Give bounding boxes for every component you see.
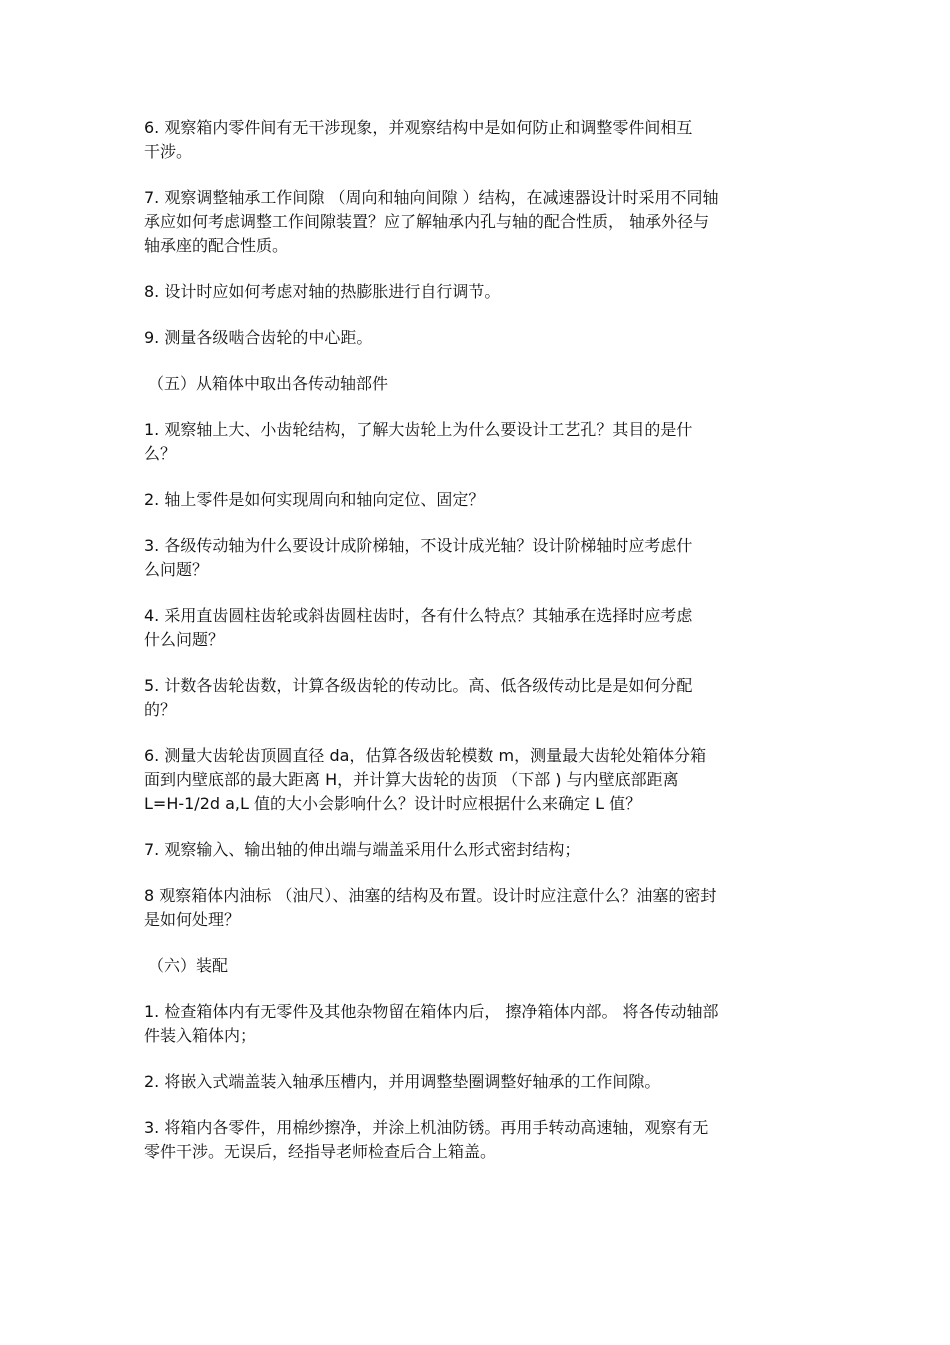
paragraph-4-spur-helical — [144, 604, 809, 652]
text-line: 件装入箱体内； — [144, 1026, 257, 1045]
paragraph-7-sealing — [144, 838, 809, 862]
text-line: 4. 采用直齿圆柱齿轮或斜齿圆柱齿时，各有什么特点？其轴承在选择时应考虑 — [144, 606, 693, 625]
text-line: 3. 将箱内各零件，用棉纱擦净，并涂上机油防锈。再用手转动高速轴，观察有无 — [144, 1118, 709, 1137]
text-line: 9. 测量各级啮合齿轮的中心距。 — [144, 328, 373, 347]
paragraph-5-gear-ratio — [144, 674, 809, 722]
text-line: 承应如何考虑调整工作间隙装置？应了解轴承内孔与轴的配合性质， 轴承外径与 — [144, 212, 710, 231]
paragraph-3-stepped-shaft — [144, 534, 809, 582]
text-line: 什么问题？ — [144, 630, 225, 649]
paragraph-7-bearing-clearance — [144, 186, 809, 258]
paragraph-6-measure-gear — [144, 744, 809, 816]
text-line: L=H-1/2d a,L 值的大小会影响什么？设计时应根据什么来确定 L 值？ — [144, 794, 642, 813]
text-line: 1. 观察轴上大、小齿轮结构，了解大齿轮上为什么要设计工艺孔？其目的是什 — [144, 420, 693, 439]
text-line: 么问题？ — [144, 560, 209, 579]
paragraph-1-clean-assemble — [144, 1000, 809, 1048]
text-line: 面到内壁底部的最大距离 H，并计算大齿轮的齿顶 （下部 ) 与内壁底部距离 — [144, 770, 679, 789]
document-body — [144, 116, 809, 1186]
text-line: 2. 将嵌入式端盖装入轴承压槽内，并用调整垫圈调整好轴承的工作间隙。 — [144, 1072, 661, 1091]
paragraph-2-positioning — [144, 488, 809, 512]
paragraph-3-final-check — [144, 1116, 809, 1164]
text-line: 是如何处理？ — [144, 910, 241, 929]
paragraph-8-thermal-expansion — [144, 280, 809, 304]
paragraph-2-end-cover — [144, 1070, 809, 1094]
paragraph-1-gear-structure — [144, 418, 809, 466]
text-line: 6. 测量大齿轮齿顶圆直径 da，估算各级齿轮模数 m，测量最大齿轮处箱体分箱 — [144, 746, 707, 765]
section-heading-5: （五）从箱体中取出各传动轴部件 — [148, 374, 389, 393]
text-line: 么？ — [144, 444, 177, 463]
text-line: 零件干涉。无误后，经指导老师检查后合上箱盖。 — [144, 1142, 497, 1161]
text-line: 1. 检查箱体内有无零件及其他杂物留在箱体内后， 擦净箱体内部。 将各传动轴部 — [144, 1002, 719, 1021]
paragraph-6-interference — [144, 116, 809, 164]
text-line: 干涉。 — [144, 142, 193, 161]
text-line: 7. 观察调整轴承工作间隙 （周向和轴向间隙 ）结构，在减速器设计时采用不同轴 — [144, 188, 719, 207]
text-line: 3. 各级传动轴为什么要设计成阶梯轴，不设计成光轴？设计阶梯轴时应考虑什 — [144, 536, 693, 555]
text-line: 8. 设计时应如何考虑对轴的热膨胀进行自行调节。 — [144, 282, 501, 301]
text-line: 8 观察箱体内油标 （油尺）、油塞的结构及布置。设计时应注意什么？油塞的密封 — [144, 886, 717, 905]
text-line: 5. 计数各齿轮齿数，计算各级齿轮的传动比。高、低各级传动比是是如何分配 — [144, 676, 693, 695]
text-line: 6. 观察箱内零件间有无干涉现象，并观察结构中是如何防止和调整零件间相互 — [144, 118, 693, 137]
text-line: 7. 观察输入、输出轴的伸出端与端盖采用什么形式密封结构； — [144, 840, 581, 859]
text-line: 的？ — [144, 700, 177, 719]
paragraph-8-oil-gauge — [144, 884, 809, 932]
text-line: 2. 轴上零件是如何实现周向和轴向定位、固定？ — [144, 490, 485, 509]
section-heading-6: （六）装配 — [148, 956, 229, 975]
paragraph-9-center-distance — [144, 326, 809, 350]
text-line: 轴承座的配合性质。 — [144, 236, 289, 255]
